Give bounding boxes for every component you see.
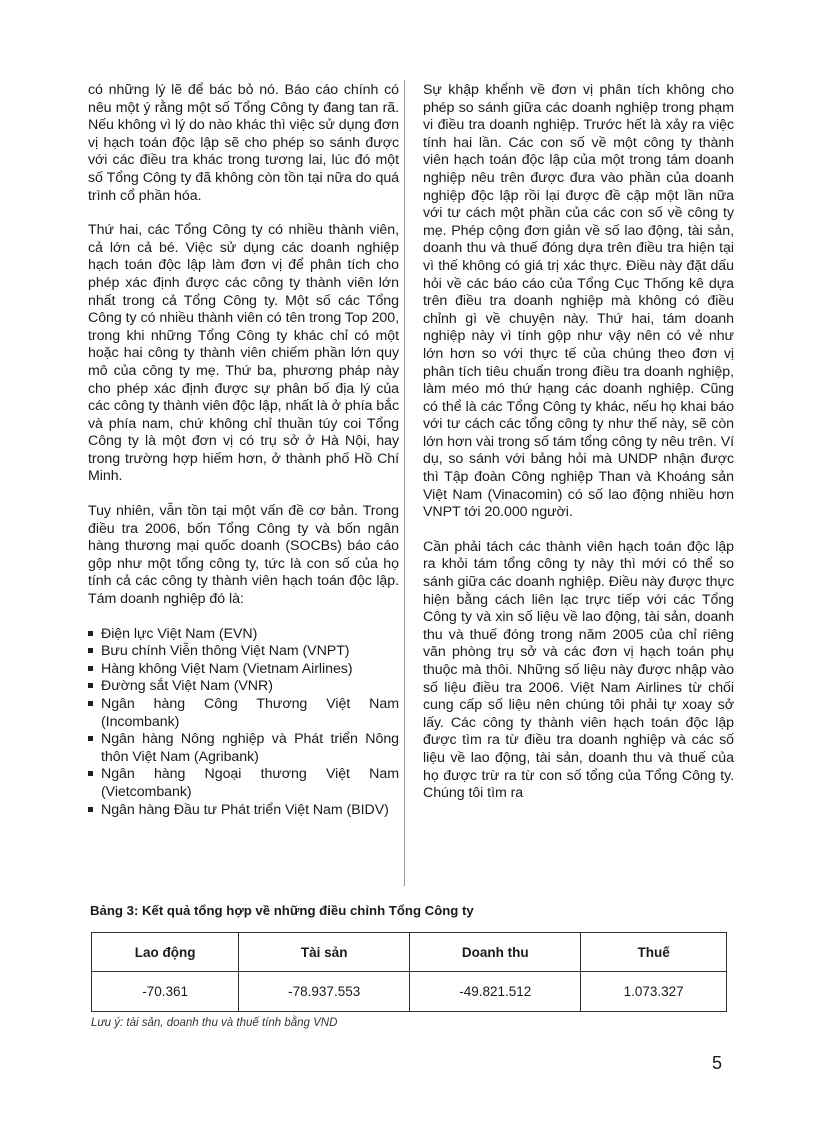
table-header-cell: Tài sản xyxy=(239,933,410,972)
table-cell: 1.073.327 xyxy=(581,972,727,1012)
list-item-text: Bưu chính Viễn thông Việt Nam (VNPT) xyxy=(101,643,350,660)
list-item-text: Ngân hàng Nông nghiệp và Phát triển Nông thôn Việt Nam (Agribank) xyxy=(101,731,399,765)
list-item xyxy=(88,766,399,801)
list-item-text: Điện lực Việt Nam (EVN) xyxy=(101,625,258,642)
list-item-text: Ngân hàng Công Thương Việt Nam (Incombank) xyxy=(101,696,399,730)
table-title: Bảng 3: Kết quả tổng hợp về những điều chỉnh Tổng Công ty xyxy=(90,903,474,918)
list-item xyxy=(88,802,399,820)
bullet-icon xyxy=(88,631,93,636)
list-item-text: Ngân hàng Ngoại thương Việt Nam (Vietcombank) xyxy=(101,766,399,800)
table-cell: -49.821.512 xyxy=(410,972,581,1012)
right-column xyxy=(423,82,734,820)
list-item xyxy=(88,626,399,644)
list-item xyxy=(88,696,399,731)
enterprise-list xyxy=(88,626,399,820)
table-note: Lưu ý: tài sản, doanh thu và thuế tính bằng VND xyxy=(91,1017,338,1029)
list-item xyxy=(88,678,399,696)
list-item xyxy=(88,643,399,661)
table-header-cell: Doanh thu xyxy=(410,933,581,972)
table-row xyxy=(92,972,727,1012)
paragraph: Thứ hai, các Tổng Công ty có nhiều thành viên, cả lớn cả bé. Việc sử dụng các doanh nghiệp hạch toán độc lập làm đơn vị để phân tích cho phép xác định được các công ty thành viên lớn nhất trong cả Tổng Công ty. Một số các Tổng Công ty có nhiều thành viên có tên trong Top 200, trong khi những Tổng Công ty khác chỉ có một hoặc hai công ty thành viên chiếm phần lớn quy mô của công ty mẹ. Thứ ba, phương pháp này cho phép xác định được sự phân bố địa lý của các công ty thành viên độc lập, nhất là ở phía bắc và phía nam, chứ không chỉ thuần túy coi Tổng Công ty là một đơn vị có trụ sở ở Hà Nội, hay trong trường hợp hiếm hơn, ở thành phố Hồ Chí Minh. xyxy=(88,222,399,485)
summary-table xyxy=(91,932,727,1012)
paragraph: Sự khập khểnh về đơn vị phân tích không cho phép so sánh giữa các doanh nghiệp trong phạm vi điều tra doanh nghiệp. Trước hết là xảy ra việc tính hai lần. Các con số về một công ty thành viên hạch toán độc lập của một trong tám doanh nghiệp nêu trên được đưa vào phần của doanh nghiệp độc lập rồi lại được đề cập một lần nữa với tư cách một phần của các con số về công ty mẹ. Phép cộng đơn giản về số lao động, tài sản, doanh thu và thuế đóng dựa trên điều tra hiện tại vì thế không có giá trị xác thực. Điều này đặt dấu hỏi về các báo cáo của Tổng Cục Thống kê dựa trên điều tra doanh nghiệp mà không có điều chỉnh gì về chuyện này. Thứ hai, tám doanh nghiệp này vì tính gộp như vậy nên có vẻ như lớn hơn so với thực tế của chúng theo đơn vị phân tích tiêu chuẩn trong điều tra doanh nghiệp, làm méo mó thứ hạng các doanh nghiệp. Cũng có thể là các Tổng Công ty khác, nếu họ khai báo với tư cách các tổng công ty như thế này, sẽ còn lớn hơn vài trong số tám tổng công ty nêu trên. Ví dụ, so sánh với bảng hỏi mà UNDP nhận được thì Tập đoàn Công nghiệp Than và Khoáng sản Việt Nam (Vinacomin) có số lao động nhiều hơn VNPT tới 20.000 người. xyxy=(423,82,734,521)
table-header-cell: Lao động xyxy=(92,933,239,972)
bullet-icon xyxy=(88,701,93,706)
list-item-text: Hàng không Việt Nam (Vietnam Airlines) xyxy=(101,660,353,677)
paragraph: có những lý lẽ để bác bỏ nó. Báo cáo chính có nêu một ý rằng một số Tổng Công ty đang tan rã. Nếu không vì lý do nào khác thì việc sử dụng đơn vị hạch toán độc lập sẽ cho phép so sánh được với các điều tra khác trong tương lai, lúc đó một số Tổng Công ty đã không còn tồn tại nữa do quá trình cổ phần hóa. xyxy=(88,82,399,204)
paragraph: Tuy nhiên, vẫn tồn tại một vấn đề cơ bản. Trong điều tra 2006, bốn Tổng Công ty và bốn ngân hàng thương mại quốc doanh (SOCBs) báo cáo gộp như một tổng công ty, tức là con số của họ tính cả các công ty thành viên hạch toán độc lập. Tám doanh nghiệp đó là: xyxy=(88,503,399,608)
bullet-icon xyxy=(88,807,93,812)
list-item-text: Đường sắt Việt Nam (VNR) xyxy=(101,678,273,695)
list-item xyxy=(88,731,399,766)
bullet-icon xyxy=(88,771,93,776)
table-cell: -78.937.553 xyxy=(239,972,410,1012)
table-cell: -70.361 xyxy=(92,972,239,1012)
bullet-icon xyxy=(88,648,93,653)
list-item xyxy=(88,661,399,679)
bullet-icon xyxy=(88,666,93,671)
page-number: 5 xyxy=(712,1053,723,1073)
column-divider xyxy=(404,80,405,886)
table-header-cell: Thuế xyxy=(581,933,727,972)
table-header-row xyxy=(92,933,727,972)
left-column xyxy=(88,82,399,819)
list-item-text: Ngân hàng Đầu tư Phát triển Việt Nam (BIDV) xyxy=(101,801,389,818)
bullet-icon xyxy=(88,683,93,688)
paragraph: Cần phải tách các thành viên hạch toán độc lập ra khỏi tám tổng công ty này thì mới có thể so sánh giữa các doanh nghiệp. Điều này được thực hiện bằng cách liên lạc trực tiếp với các Tổng Công ty và xin số liệu về lao động, tài sản, doanh thu và thuế đóng trong năm 2005 của chỉ riêng văn phòng trụ sở và các đơn vị hạch toán phụ thuộc mà thôi. Những số liệu này được nhập vào số liệu điều tra 2006. Việt Nam Airlines từ chối cung cấp số liệu nên chúng tôi phải tự xoay sở lấy. Các công ty thành viên hạch toán độc lập được tìm ra từ điều tra doanh nghiệp và các số liệu về lao động, tài sản, doanh thu và thuế của họ được trừ ra từ con số tổng của Tổng Công ty. Chúng tôi tìm ra xyxy=(423,538,734,802)
bullet-icon xyxy=(88,736,93,741)
